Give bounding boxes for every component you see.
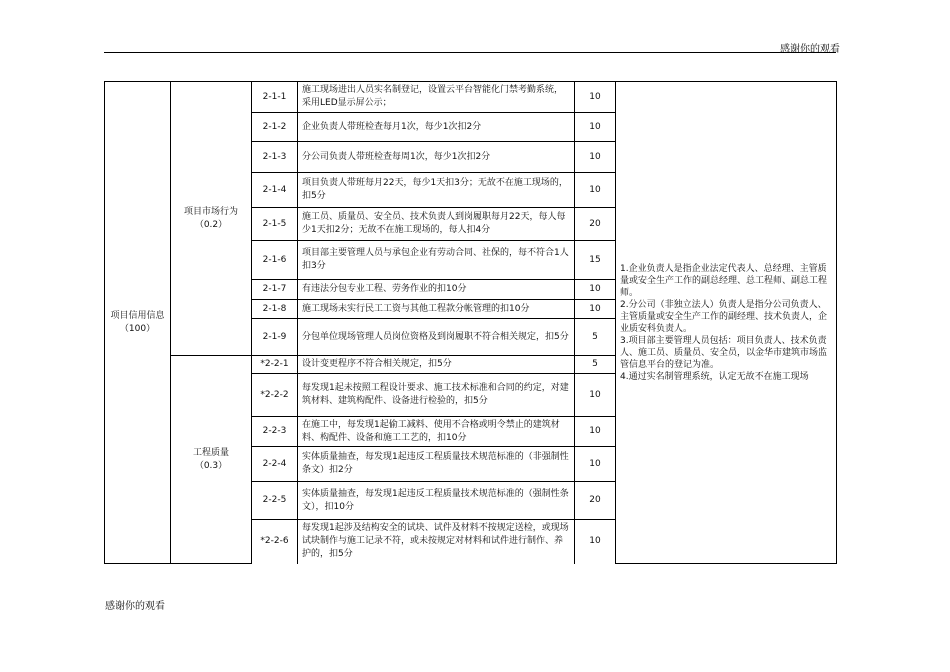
- page-header-text: 感谢你的观看: [780, 44, 840, 55]
- item-score: 10: [575, 374, 616, 417]
- item-score: 15: [575, 241, 616, 280]
- item-code: *2-2-2: [252, 374, 298, 417]
- item-code: 2-1-1: [252, 82, 298, 113]
- item-code: 2-1-8: [252, 300, 298, 319]
- group-weight: （0.2）: [194, 219, 228, 230]
- item-criterion: 分公司负责人带班检查每周1次，每少1次扣2分: [298, 142, 575, 173]
- notes-cell: [616, 82, 837, 564]
- group-market-behavior: [171, 82, 252, 356]
- item-criterion: 施工现场进出人员实名制登记，设置云平台智能化门禁考勤系统，采用LED显示屏公示；: [298, 82, 575, 113]
- item-code: 2-1-2: [252, 113, 298, 142]
- item-code: *2-2-6: [252, 520, 298, 564]
- item-code: *2-2-1: [252, 356, 298, 374]
- header-divider: [104, 52, 836, 53]
- item-score: 5: [575, 319, 616, 356]
- item-code: 2-1-5: [252, 208, 298, 241]
- item-score: 10: [575, 173, 616, 208]
- item-score: 5: [575, 356, 616, 374]
- item-code: 2-1-9: [252, 319, 298, 356]
- item-score: 20: [575, 208, 616, 241]
- item-criterion: 施工现场未实行民工工资与其他工程款分帐管理的扣10分: [298, 300, 575, 319]
- note-2: 2.分公司（非独立法人）负责人是指分公司负责人、主管质量或安全生产工作的副经理、技术负责人，企业质安科负责人。: [620, 299, 828, 334]
- item-score: 20: [575, 482, 616, 520]
- group-construction-quality: [171, 356, 252, 564]
- table-row: [105, 82, 837, 113]
- item-code: 2-1-3: [252, 142, 298, 173]
- item-score: 10: [575, 520, 616, 564]
- item-score: 10: [575, 113, 616, 142]
- item-criterion: 每发现1起未按照工程设计要求、施工技术标准和合同的约定，对建筑材料、建筑构配件、设备进行检验的，扣5分: [298, 374, 575, 417]
- category-cell: 项目信用信息（100）: [105, 82, 171, 564]
- group-label: 工程质量: [192, 447, 229, 458]
- item-score: 10: [575, 447, 616, 482]
- item-score: 10: [575, 417, 616, 447]
- group-weight: （0.3）: [194, 460, 228, 471]
- item-code: 2-1-4: [252, 173, 298, 208]
- item-code: 2-1-7: [252, 280, 298, 300]
- note-3: 3.项目部主要管理人员包括：项目负责人、技术负责人、施工员、质量员、安全员，以金华市建筑市场监管信息平台的登记为准。: [620, 335, 828, 370]
- note-4: 4.通过实名制管理系统，认定无故不在施工现场: [620, 371, 809, 382]
- item-code: 2-2-5: [252, 482, 298, 520]
- item-score: 10: [575, 142, 616, 173]
- item-criterion: 实体质量抽查，每发现1起违反工程质量技术规范标准的（强制性条文），扣10分: [298, 482, 575, 520]
- item-criterion: 项目负责人带班每月22天，每少1天扣3分；无故不在施工现场的，扣5分: [298, 173, 575, 208]
- note-1: 1.企业负责人是指企业法定代表人、总经理、主管质量或安全生产工作的副总经理、总工程师、副总工程师。: [620, 263, 828, 298]
- item-code: 2-2-4: [252, 447, 298, 482]
- item-criterion: 分包单位现场管理人员岗位资格及到岗履职不符合相关规定，扣5分: [298, 319, 575, 356]
- item-criterion: 在施工中，每发现1起偷工减料、使用不合格或明令禁止的建筑材料、构配件、设备和施工工艺的，扣10分: [298, 417, 575, 447]
- item-score: 10: [575, 300, 616, 319]
- item-criterion: 施工员、质量员、安全员、技术负责人到岗履职每月22天，每人每少1天扣2分；无故不在施工现场的，每人扣4分: [298, 208, 575, 241]
- item-code: 2-1-6: [252, 241, 298, 280]
- page-footer-text: 感谢你的观看: [105, 601, 165, 612]
- item-code: 2-2-3: [252, 417, 298, 447]
- item-criterion: 每发现1起涉及结构安全的试块、试件及材料不按规定送检，或现场试块制作与施工记录不符，或未按规定对材料和试件进行制作、养护的，扣5分: [298, 520, 575, 564]
- group-label: 项目市场行为: [183, 206, 238, 217]
- credit-score-table: [104, 81, 837, 564]
- item-score: 10: [575, 82, 616, 113]
- item-criterion: 有违法分包专业工程、劳务作业的扣10分: [298, 280, 575, 300]
- item-criterion: 企业负责人带班检查每月1次，每少1次扣2分: [298, 113, 575, 142]
- item-criterion: 设计变更程序不符合相关规定，扣5分: [298, 356, 575, 374]
- item-score: 10: [575, 280, 616, 300]
- item-criterion: 项目部主要管理人员与承包企业有劳动合同、社保的，每不符合1人扣3分: [298, 241, 575, 280]
- item-criterion: 实体质量抽查，每发现1起违反工程质量技术规范标准的（非强制性条文）扣2分: [298, 447, 575, 482]
